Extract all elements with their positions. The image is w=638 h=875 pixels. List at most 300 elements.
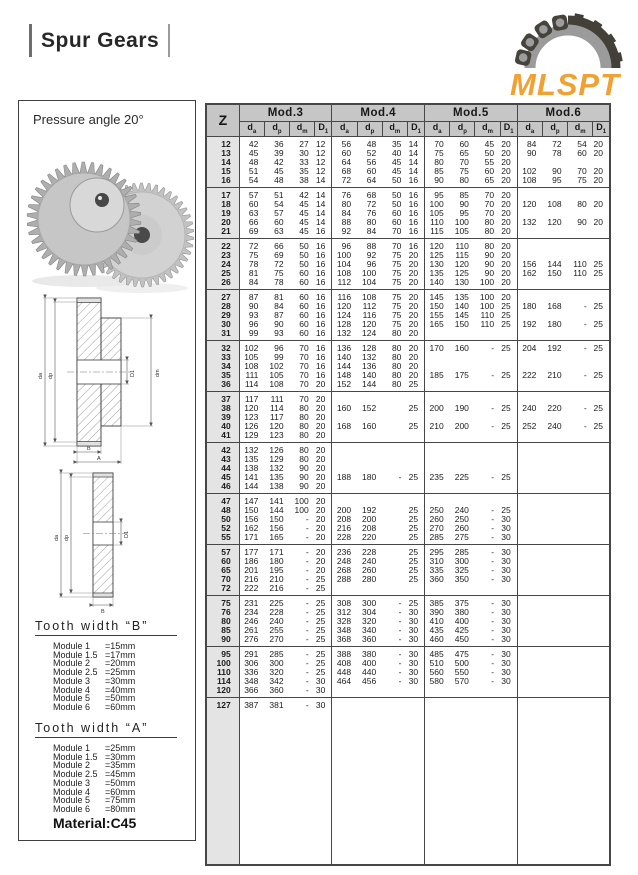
cell: 72 <box>366 198 377 209</box>
cell: 69 <box>274 249 284 260</box>
cell: 16 <box>408 216 419 227</box>
cell: 171 <box>239 533 264 545</box>
brand-logo <box>500 12 636 100</box>
cell <box>382 455 407 464</box>
cell <box>450 584 475 596</box>
z-value: 39 <box>206 413 239 422</box>
cell: - <box>305 513 309 524</box>
cell: 16 <box>315 327 326 338</box>
cell: 25 <box>315 615 326 626</box>
cell <box>475 329 500 341</box>
cell: 93 <box>239 311 264 320</box>
tooth-width-b-list <box>53 642 183 712</box>
cell <box>593 455 610 464</box>
col-header-da: $d_a$ <box>239 121 264 136</box>
cell: 20 <box>315 429 326 440</box>
cell: - <box>491 657 495 668</box>
cell: 162 <box>517 269 542 278</box>
cell: 14 <box>315 174 326 185</box>
cell: 16 <box>315 360 326 371</box>
cell <box>382 524 407 533</box>
svg-text:B: B <box>87 446 91 452</box>
cell: - <box>491 402 495 413</box>
cell: 300 <box>269 657 284 668</box>
svg-text:B: B <box>101 609 105 615</box>
cell: 20 <box>315 555 326 566</box>
cell: 580 <box>425 677 450 686</box>
cell: 56 <box>366 156 377 167</box>
z-value: 19 <box>206 209 239 218</box>
cell: 240 <box>547 420 562 431</box>
cell <box>568 524 593 533</box>
cell: 388 <box>332 646 357 659</box>
cell: 70 <box>299 360 309 371</box>
cell <box>425 697 450 865</box>
z-value: 24 <box>206 260 239 269</box>
cell: 111 <box>239 371 264 380</box>
cell: 380 <box>454 606 469 617</box>
cell <box>542 686 567 698</box>
cell <box>568 278 593 290</box>
cell <box>517 533 542 545</box>
cell: - <box>305 666 309 677</box>
cell: 25 <box>315 573 326 584</box>
cell: 25 <box>593 258 603 269</box>
cell: 72 <box>332 176 357 188</box>
cell: 90 <box>299 462 309 473</box>
cell <box>542 238 567 251</box>
cell: 20 <box>315 564 326 575</box>
cell <box>500 353 517 362</box>
cell: 25 <box>501 504 511 515</box>
table-row <box>206 167 610 176</box>
cell: 100 <box>479 300 495 311</box>
cell: 70 <box>299 378 309 389</box>
cell: 20 <box>593 198 603 209</box>
cell: 165 <box>269 531 284 542</box>
cell <box>593 227 610 239</box>
table-row <box>206 302 610 311</box>
cell: 30 <box>500 544 517 557</box>
cell: 152 <box>332 380 357 392</box>
z-value: 13 <box>206 149 239 158</box>
cell: 220 <box>362 531 377 542</box>
cell <box>542 533 567 545</box>
cell: 20 <box>315 522 326 533</box>
cell: 252 <box>517 422 542 431</box>
cell <box>542 697 567 865</box>
cell: 320 <box>269 666 284 677</box>
cell: 140 <box>425 278 450 290</box>
cell: 144 <box>269 504 284 515</box>
cell: 70 <box>425 136 450 149</box>
z-value: 40 <box>206 422 239 431</box>
cell <box>568 533 593 545</box>
cell: 115 <box>425 227 450 239</box>
cell: - <box>475 544 500 557</box>
cell: 35 <box>391 138 402 149</box>
cell <box>568 686 593 698</box>
cell: 60 <box>366 165 377 176</box>
cell: 132 <box>269 462 284 473</box>
cell: 250 <box>454 513 469 524</box>
cell <box>407 391 424 404</box>
cell <box>568 455 593 464</box>
cell: 100 <box>425 200 450 209</box>
cell: 20 <box>315 471 326 482</box>
cell <box>593 626 610 635</box>
cell: 460 <box>425 635 450 647</box>
cell: 12 <box>315 165 326 176</box>
cell <box>542 506 567 515</box>
cell: 231 <box>239 595 264 608</box>
cell: 128 <box>357 340 382 353</box>
cell: 92 <box>332 227 357 239</box>
cell: 285 <box>425 533 450 545</box>
table-row <box>206 353 610 362</box>
cell: 124 <box>362 327 377 338</box>
table-row <box>206 380 610 392</box>
cell <box>568 227 593 239</box>
cell: 25 <box>593 300 603 311</box>
cell: - <box>398 666 402 677</box>
row-group <box>206 697 610 865</box>
cell: 291 <box>239 646 264 659</box>
table-row <box>206 575 610 584</box>
cell: 90 <box>239 302 264 311</box>
cell: 261 <box>239 626 264 635</box>
z-value: 120 <box>206 686 239 698</box>
cell: - <box>305 531 309 542</box>
cell: 152 <box>362 402 377 413</box>
row-group <box>206 595 610 646</box>
cell: 485 <box>425 646 450 659</box>
cell: 150 <box>239 506 264 515</box>
cell <box>517 464 542 473</box>
z-value: 26 <box>206 278 239 290</box>
cell: 201 <box>239 566 264 575</box>
cell: - <box>491 564 495 575</box>
cell: 75 <box>391 300 402 311</box>
cell: 400 <box>454 615 469 626</box>
cell: - <box>305 657 309 668</box>
cell <box>542 575 567 584</box>
cell <box>542 677 567 686</box>
cell: 64 <box>366 174 377 185</box>
cell: 56 <box>332 136 357 149</box>
cell <box>450 686 475 698</box>
cell: 350 <box>454 573 469 584</box>
cell: 135 <box>269 471 284 482</box>
cell: 20 <box>501 138 511 149</box>
table-row <box>206 697 610 865</box>
svg-text:D1: D1 <box>130 369 136 377</box>
cell: 180 <box>362 471 377 482</box>
cell: 100 <box>479 276 495 287</box>
cell: 360 <box>269 684 284 695</box>
table-row <box>206 136 610 149</box>
z-value: 70 <box>206 575 239 584</box>
cell: 80 <box>299 429 309 440</box>
table-row <box>206 329 610 341</box>
cell: 84 <box>239 278 264 290</box>
cell: 20 <box>315 402 326 413</box>
cell: 125 <box>454 267 469 278</box>
z-value: 23 <box>206 251 239 260</box>
cell: 375 <box>450 595 475 608</box>
tooth-width-item: Module 1 =15mm <box>53 641 136 651</box>
cell: 20 <box>315 411 326 422</box>
cell: - <box>491 369 495 380</box>
cell: 123 <box>269 429 284 440</box>
z-value: 42 <box>206 442 239 455</box>
cell <box>593 431 610 443</box>
cell <box>593 464 610 473</box>
cell: 120 <box>547 216 562 227</box>
cell <box>382 493 407 506</box>
cell: 14 <box>315 198 326 209</box>
cell: 114 <box>239 380 264 392</box>
cell: 475 <box>450 646 475 659</box>
cell: 30 <box>501 513 511 524</box>
cell: 25 <box>501 402 511 413</box>
cell: 135 <box>425 269 450 278</box>
cell <box>475 455 500 464</box>
cell <box>475 413 500 422</box>
cell: 105 <box>425 209 450 218</box>
cell: 25 <box>408 564 419 575</box>
cell: 20 <box>408 369 419 380</box>
gear-section-drawing-a <box>31 294 181 466</box>
cell: 87 <box>239 289 264 302</box>
cell: 90 <box>299 480 309 491</box>
cell: 20 <box>408 267 419 278</box>
cell: 138 <box>239 464 264 473</box>
cell <box>475 493 500 506</box>
cell <box>407 686 424 698</box>
cell: 225 <box>454 471 469 482</box>
cell: 75 <box>391 267 402 278</box>
cell: 70 <box>290 391 315 404</box>
tooth-width-item: Module 5 =75mm <box>53 795 136 806</box>
tooth-width-item: Module 2 =20mm <box>53 658 136 669</box>
cell: 60 <box>299 327 309 338</box>
cell: 320 <box>362 615 377 626</box>
cell: 20 <box>315 493 332 506</box>
table-header <box>206 104 610 136</box>
table-row <box>206 515 610 524</box>
z-value: 72 <box>206 584 239 596</box>
cell: 75 <box>425 149 450 158</box>
cell: 45 <box>299 198 309 209</box>
cell <box>593 515 610 524</box>
cell: 95 <box>425 187 450 200</box>
z-value: 90 <box>206 635 239 647</box>
cell: 40 <box>391 147 402 158</box>
title-accent-bar <box>168 24 170 57</box>
cell: 210 <box>547 369 562 380</box>
cell: 268 <box>332 566 357 575</box>
cell: 87 <box>274 309 284 320</box>
table-row <box>206 659 610 668</box>
cell: 225 <box>264 595 289 608</box>
cell: 75 <box>274 267 284 278</box>
table-row <box>206 455 610 464</box>
cell <box>517 289 542 302</box>
row-group <box>206 340 610 391</box>
cell <box>542 659 567 668</box>
cell: 248 <box>332 557 357 566</box>
cell <box>542 668 567 677</box>
cell <box>425 391 450 404</box>
cell: 20 <box>408 327 419 338</box>
cell <box>500 482 517 494</box>
table-row <box>206 608 610 617</box>
cell: 235 <box>425 473 450 482</box>
cell: - <box>583 369 587 380</box>
cell: 20 <box>315 531 326 542</box>
tooth-width-item: Module 2.5 =45mm <box>53 769 136 780</box>
gear-chain-icon <box>500 12 636 100</box>
cell: - <box>491 606 495 617</box>
cell: 147 <box>239 493 264 506</box>
svg-text:A: A <box>97 456 101 462</box>
cell <box>475 482 500 494</box>
cell: 20 <box>501 276 511 287</box>
cell <box>542 566 567 575</box>
cell <box>568 515 593 524</box>
cell: 25 <box>315 624 326 635</box>
cell: 102 <box>239 340 264 353</box>
cell: 110 <box>573 258 587 269</box>
cell <box>332 584 357 596</box>
cell <box>475 686 500 698</box>
cell <box>517 659 542 668</box>
cell <box>517 227 542 239</box>
cell: 99 <box>274 351 284 362</box>
cell: - <box>491 675 495 686</box>
z-value: 80 <box>206 617 239 626</box>
cell: 16 <box>315 289 332 302</box>
svg-text:da: da <box>54 534 60 541</box>
cell: 80 <box>382 340 407 353</box>
cell: 70 <box>577 165 587 176</box>
info-panel <box>18 100 196 841</box>
cell <box>568 659 593 668</box>
cell <box>517 595 542 608</box>
cell <box>593 506 610 515</box>
cell: 348 <box>332 626 357 635</box>
cell: 155 <box>425 311 450 320</box>
cell: 456 <box>362 675 377 686</box>
cell: 200 <box>362 513 377 524</box>
cell: 270 <box>269 633 284 644</box>
cell <box>593 353 610 362</box>
cell: 51 <box>264 187 289 200</box>
cell: 280 <box>362 573 377 584</box>
cell: 60 <box>299 300 309 311</box>
col-header-da: $d_a$ <box>425 121 450 136</box>
cell: 20 <box>315 544 332 557</box>
cell <box>382 442 407 455</box>
cell: 16 <box>315 238 332 251</box>
cell: 25 <box>315 595 332 608</box>
table-row <box>206 677 610 686</box>
cell <box>517 646 542 659</box>
cell: 16 <box>408 225 419 236</box>
cell <box>382 533 407 545</box>
cell: 25 <box>593 420 603 431</box>
cell <box>450 455 475 464</box>
z-value: 28 <box>206 302 239 311</box>
cell <box>517 697 542 865</box>
title-accent-bar <box>29 24 32 57</box>
cell <box>593 493 610 506</box>
cell: 177 <box>239 544 264 557</box>
table-row <box>206 464 610 473</box>
cell: 12 <box>315 147 326 158</box>
cell: 96 <box>366 258 377 269</box>
z-value: 47 <box>206 493 239 506</box>
cell: 45 <box>299 207 309 218</box>
table-row <box>206 404 610 413</box>
cell: 116 <box>332 289 357 302</box>
cell: 66 <box>264 238 289 251</box>
cell: 39 <box>274 147 284 158</box>
cell: 180 <box>547 318 562 329</box>
cell: 550 <box>454 666 469 677</box>
cell <box>593 544 610 557</box>
cell <box>357 482 382 494</box>
cell <box>568 617 593 626</box>
cell: 120 <box>425 238 450 251</box>
cell <box>568 608 593 617</box>
cell: 288 <box>332 575 357 584</box>
table-row <box>206 269 610 278</box>
col-header-mod6: Mod.6 <box>517 104 610 121</box>
cell: 60 <box>332 149 357 158</box>
z-value: 114 <box>206 677 239 686</box>
cell <box>568 413 593 422</box>
z-value: 45 <box>206 473 239 482</box>
cell: 80 <box>299 420 309 431</box>
cell: 170 <box>425 340 450 353</box>
cell: 240 <box>362 555 377 566</box>
cell: 36 <box>274 138 284 149</box>
cell <box>382 544 407 557</box>
cell <box>568 584 593 596</box>
cell: 20 <box>408 276 419 287</box>
table-row <box>206 686 610 698</box>
col-header-z: Z <box>206 104 239 136</box>
cell <box>500 455 517 464</box>
cell: 108 <box>332 269 357 278</box>
table-row <box>206 391 610 404</box>
z-value: 85 <box>206 626 239 635</box>
cell: 114 <box>270 402 284 413</box>
cell: 60 <box>484 165 495 176</box>
cell: 160 <box>362 420 377 431</box>
row-group <box>206 238 610 289</box>
cell: 50 <box>299 258 309 269</box>
cell <box>357 391 382 404</box>
z-value: 16 <box>206 176 239 188</box>
cell: 30 <box>500 646 517 659</box>
cell: - <box>305 684 309 695</box>
cell: 150 <box>547 267 562 278</box>
cell: 145 <box>454 309 469 320</box>
cell: 16 <box>408 198 419 209</box>
